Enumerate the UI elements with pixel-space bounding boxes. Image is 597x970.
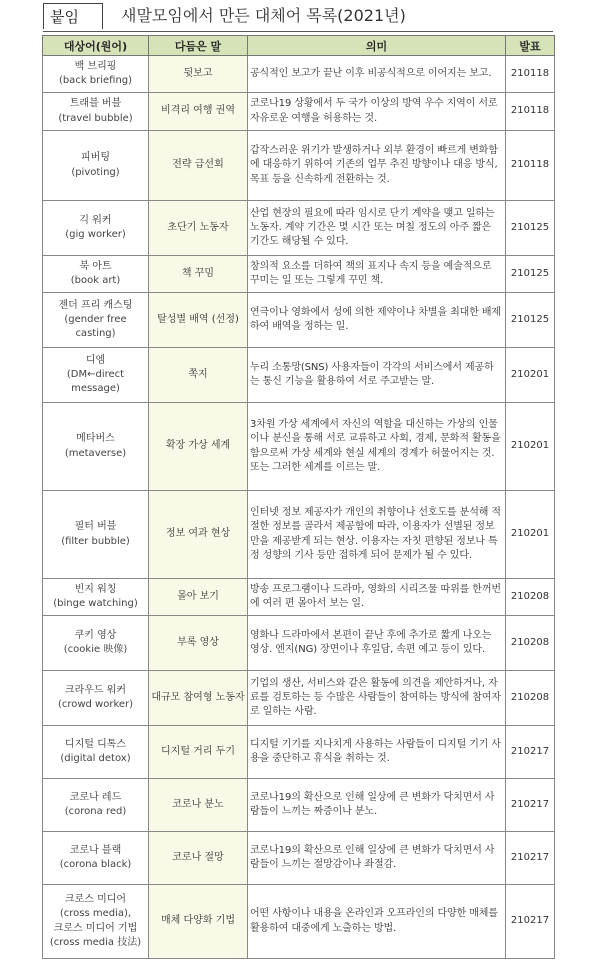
term-cell <box>43 671 149 726</box>
date-cell: 210201 <box>506 491 555 579</box>
term-korean: 크로스 미디어 <box>64 894 127 906</box>
term-cell <box>43 726 149 779</box>
meaning-cell: 누리 소통망(SNS) 사용자들이 각각의 서비스에서 제공하는 통신 기능을 활용하여 서로 주고받는 말. <box>248 348 506 403</box>
term-original: (gig worker) <box>65 229 126 240</box>
table-row <box>43 348 555 403</box>
meaning-cell: 갑작스러운 위기가 발생하거나 외부 환경이 빠르게 변화함에 대응하기 위하여 기존의 업무 추진 방향이나 대응 방식, 목표 등을 신속하게 전환하는 것. <box>248 131 506 201</box>
term-korean: 트래블 버블 <box>69 98 122 110</box>
alternative-cell: 몰아 보기 <box>149 579 248 616</box>
date-cell: 210118 <box>506 93 555 131</box>
column-header-term: 대상어(원어) <box>43 36 149 56</box>
document-title: 새말모임에서 만든 대체어 목록(2021년) <box>121 6 406 25</box>
date-cell: 210118 <box>506 131 555 201</box>
term-cell <box>43 56 149 93</box>
meaning-cell: 영화나 드라마에서 본편이 끝난 후에 추가로 짧게 나오는 영상. 엔지(NG) 장면이나 후일담, 속편 예고 등이 있다. <box>248 616 506 671</box>
term-korean: 백 브리핑 <box>74 60 117 72</box>
date-cell: 210125 <box>506 293 555 348</box>
table-row <box>43 671 555 726</box>
table-row <box>43 93 555 131</box>
meaning-cell: 기업의 생산, 서비스와 같은 활동에 의견을 제안하거나, 자료를 검토하는 등 수많은 사람들이 참여하는 방식에 참여자로 일하는 사람. <box>248 671 506 726</box>
term-original-2: (cross media 技法) <box>49 936 142 948</box>
column-header-meaning: 의미 <box>248 36 506 56</box>
table-row <box>43 779 555 832</box>
alternative-cell: 뒷보고 <box>149 56 248 93</box>
term-cell <box>43 832 149 885</box>
meaning-cell: 방송 프로그램이나 드라마, 영화의 시리즈물 따위를 한꺼번에 여러 편 몰아서 보는 일. <box>248 579 506 616</box>
table-row <box>43 56 555 93</box>
date-cell: 210217 <box>506 726 555 779</box>
meaning-cell: 창의적 요소를 더하여 책의 표지나 속지 등을 예술적으로 꾸미는 일 또는 그렇게 꾸민 책. <box>248 256 506 293</box>
term-original: (travel bubble) <box>58 112 133 124</box>
meaning-cell: 어떤 사항이나 내용을 온라인과 오프라인의 다양한 매체를 활용하여 대중에게 노출하는 방법. <box>248 885 506 959</box>
meaning-cell: 연극이나 영화에서 성에 의한 제약이나 차별을 최대한 배제하여 배역을 정하는 일. <box>248 293 506 348</box>
term-cell <box>43 616 149 671</box>
term-original: (book art) <box>70 275 121 286</box>
alternative-cell: 디지털 거리 두기 <box>149 726 248 779</box>
term-korean: 코로나 레드 <box>69 791 122 803</box>
term-cell <box>43 256 149 293</box>
term-korean: 메타버스 <box>76 433 115 445</box>
table-row <box>43 256 555 293</box>
alternative-cell: 전략 급선회 <box>149 131 248 201</box>
document-header <box>43 3 553 32</box>
table-row <box>43 616 555 671</box>
term-korean: 디지털 디톡스 <box>64 738 127 750</box>
alternative-cell: 대규모 참여형 노동자 <box>149 671 248 726</box>
term-original: (filter bubble) <box>61 535 130 547</box>
alternative-cell: 코로나 분노 <box>149 779 248 832</box>
term-original: (metaverse) <box>64 447 127 459</box>
meaning-cell: 디지털 기기를 지나치게 사용하는 사람들이 디지털 기기 사용을 중단하고 휴식을 취하는 것. <box>248 726 506 779</box>
meaning-cell: 산업 현장의 필요에 따라 임시로 단기 계약을 맺고 일하는 노동자. 계약 기간은 몇 시간 또는 며칠 정도의 아주 짧은 기간도 해당될 수 있다. <box>248 201 506 256</box>
term-original: (corona black) <box>59 859 132 870</box>
term-korean: 쿠키 영상 <box>74 629 117 641</box>
term-original: (digital detox) <box>60 753 131 764</box>
term-cell <box>43 579 149 616</box>
meaning-cell: 3차원 가상 세계에서 자신의 역할을 대신하는 가상의 인물이나 분신을 통해 서로 교류하고 사회, 경제, 문화적 활동을 함으로써 가상 세계와 현실 세계의 경계가 허물어지는 것. 또는 그러한 세계를 이르는 말. <box>248 403 506 491</box>
term-original: (crowd worker) <box>57 699 134 710</box>
table-row <box>43 293 555 348</box>
term-korean: 북 아트 <box>79 260 112 272</box>
attachment-tag: 붙임 <box>43 3 103 29</box>
term-korean: 젠더 프리 캐스팅 <box>58 299 133 311</box>
alternative-cell: 책 꾸밈 <box>149 256 248 293</box>
term-cell <box>43 93 149 131</box>
term-korean: 빈지 워칭 <box>74 583 117 595</box>
term-cell <box>43 779 149 832</box>
term-cell <box>43 293 149 348</box>
date-cell: 210125 <box>506 201 555 256</box>
term-original: (cookie 映像) <box>63 644 128 655</box>
date-cell: 210201 <box>506 348 555 403</box>
term-cell <box>43 201 149 256</box>
alternative-cell: 쪽지 <box>149 348 248 403</box>
date-cell: 210208 <box>506 671 555 726</box>
date-cell: 210217 <box>506 779 555 832</box>
column-header-alternative: 다듬은 말 <box>149 36 248 56</box>
meaning-cell: 코로나19 상황에서 두 국가 이상의 방역 우수 지역이 서로 자유로운 여행을 허용하는 것. <box>248 93 506 131</box>
meaning-cell: 코로나19의 확산으로 인해 일상에 큰 변화가 닥치면서 사람들이 느끼는 짜증이나 분노. <box>248 779 506 832</box>
alternative-cell: 확장 가상 세계 <box>149 403 248 491</box>
date-cell: 210217 <box>506 832 555 885</box>
term-korean-2: 크로스 미디어 기법 <box>53 922 138 934</box>
alternative-cell: 부록 영상 <box>149 616 248 671</box>
table-row <box>43 579 555 616</box>
term-original: (pivoting) <box>71 166 120 178</box>
term-cell <box>43 491 149 579</box>
term-cell <box>43 885 149 959</box>
meaning-cell: 공식적인 보고가 끝난 이후 비공식적으로 이어지는 보고. <box>248 56 506 93</box>
table-row <box>43 131 555 201</box>
table-row <box>43 201 555 256</box>
alternative-cell: 매체 다양화 기법 <box>149 885 248 959</box>
term-korean: 긱 워커 <box>79 214 112 226</box>
term-original: (corona red) <box>64 806 127 817</box>
term-cell <box>43 403 149 491</box>
alternative-cell: 초단기 노동자 <box>149 201 248 256</box>
table-row <box>43 491 555 579</box>
table-row <box>43 885 555 959</box>
term-korean: 피버팅 <box>81 152 110 164</box>
term-cell <box>43 131 149 201</box>
term-original: (cross media), <box>59 908 132 920</box>
date-cell: 210118 <box>506 56 555 93</box>
table-header-row <box>43 36 555 56</box>
term-korean: 디엠 <box>85 354 106 366</box>
date-cell: 210217 <box>506 885 555 959</box>
date-cell: 210125 <box>506 256 555 293</box>
alternative-cell: 비격리 여행 권역 <box>149 93 248 131</box>
term-original: (gender free casting) <box>64 313 127 340</box>
alternative-cell: 정보 여과 현상 <box>149 491 248 579</box>
table-row <box>43 832 555 885</box>
table-row <box>43 726 555 779</box>
term-original: (DM←direct message) <box>66 368 125 395</box>
term-original: (binge watching) <box>53 598 138 609</box>
term-cell <box>43 348 149 403</box>
term-korean: 필터 버블 <box>74 521 117 533</box>
date-cell: 210208 <box>506 579 555 616</box>
term-original: (back briefing) <box>58 75 133 86</box>
meaning-cell: 코로나19의 확산으로 인해 일상에 큰 변화가 닥치면서 사람들이 느끼는 절망감이나 좌절감. <box>248 832 506 885</box>
term-korean: 크라우드 워커 <box>64 684 127 696</box>
alternative-cell: 탈성별 배역 (선정) <box>149 293 248 348</box>
meaning-cell: 인터넷 정보 제공자가 개인의 취향이나 선호도를 분석해 적절한 정보를 골라서 제공함에 따라, 이용자가 선별된 정보만을 제공받게 되는 현상. 이용자는 자칫 편향된 정보나 특정 성향의 기사 등만 접하게 되어 문제가 될 수 있다. <box>248 491 506 579</box>
date-cell: 210201 <box>506 403 555 491</box>
replacement-word-table <box>42 35 555 959</box>
term-korean: 코로나 블랙 <box>69 844 122 856</box>
table-row <box>43 403 555 491</box>
column-header-date: 발표 <box>506 36 555 56</box>
date-cell: 210208 <box>506 616 555 671</box>
alternative-cell: 코로나 절망 <box>149 832 248 885</box>
